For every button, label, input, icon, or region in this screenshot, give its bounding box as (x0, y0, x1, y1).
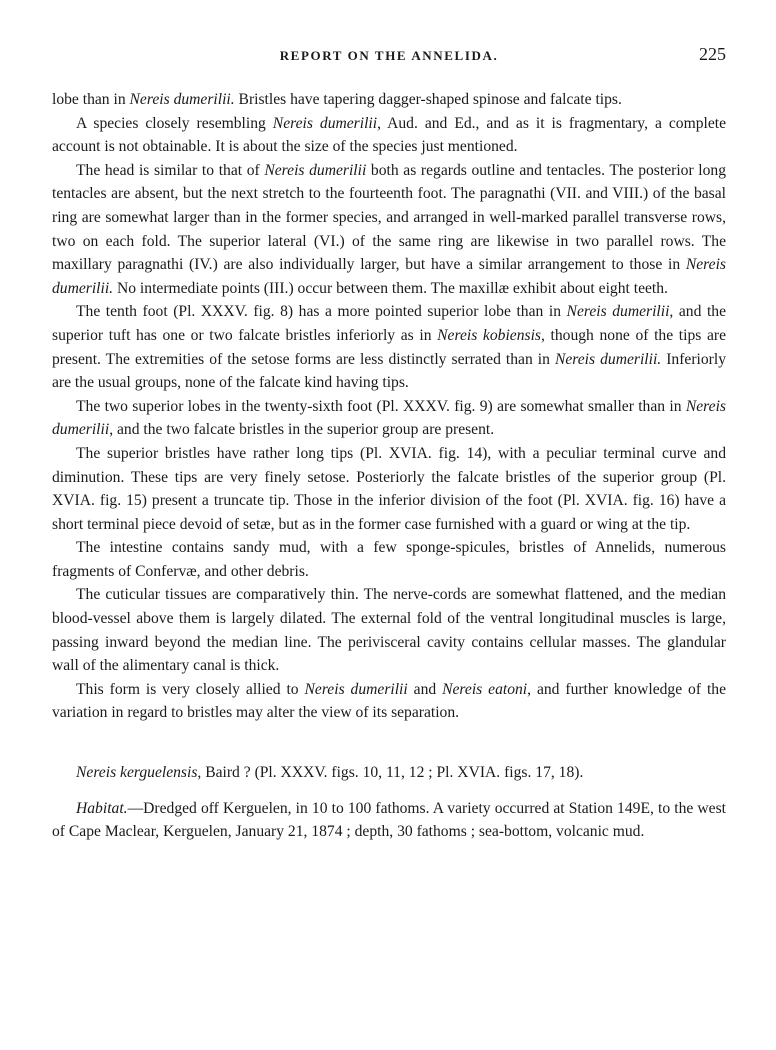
paragraph-1: lobe than in Nereis dumerilii. Bristles have tapering dagger-shaped spinose and falcate tips. (52, 91, 622, 108)
running-head (52, 44, 726, 68)
paragraph-7: The intestine contains sandy mud, with a few sponge-spicules, bristles of Annelids, numerous fragments of Confervæ, and other debris. (52, 539, 726, 580)
taxon-name: Nereis dumerilii. (129, 91, 235, 108)
paragraph-2: A species closely resembling Nereis dumerilii, Aud. and Ed., and as it is fragmentary, a complete account is not obtainable. It is about the size of the species just mentioned. (52, 114, 726, 156)
taxon-name: Nereis kobiensis (437, 326, 541, 344)
habitat-paragraph: Habitat.—Dredged off Kerguelen, in 10 to 100 fathoms. A variety occurred at Station 149E, to the west of Cape Maclear, Kerguelen, January 21, 1874 ; depth, 30 fathoms ; sea-bottom, volcanic mud. (52, 799, 726, 841)
section-gap (52, 725, 726, 761)
taxon-name: Nereis dumerilii. (52, 256, 726, 297)
page-number: 225 (699, 44, 726, 64)
taxon-name: Nereis dumerilii (52, 397, 726, 439)
taxon-name: Nereis eatoni (442, 680, 528, 698)
habitat-label: Habitat. (76, 799, 128, 817)
running-title: REPORT ON THE ANNELIDA. (279, 48, 499, 63)
taxon-name: Nereis dumerilii (264, 161, 367, 179)
body-text (52, 88, 726, 844)
paragraph-5: The two superior lobes in the twenty-sixth foot (Pl. XXXV. fig. 9) are somewhat smaller than in Nereis dumerilii, and the two falcate bristles in the superior group are present. (52, 397, 726, 439)
taxon-name: Nereis dumerilii. (554, 350, 662, 368)
species-heading: Nereis kerguelensis, Baird ? (Pl. XXXV. figs. 10, 11, 12 ; Pl. XVIA. figs. 17, 18). (76, 764, 584, 782)
taxon-name: Nereis dumerilii (566, 303, 670, 321)
paragraph-4: The tenth foot (Pl. XXXV. fig. 8) has a more pointed superior lobe than in Nereis dumerilii, and the superior tuft has one or two falcate bristles inferiorly as in Nereis kobiensis, though none of the tips are present. The extremities of the setose forms are less distinctly serrated than in Nereis dumerilii. Inferiorly are the usual groups, none of the falcate kind having tips. (52, 303, 726, 392)
paragraph-8: The cuticular tissues are comparatively thin. The nerve-cords are somewhat flattened, and the median blood-vessel above them is largely dilated. The external fold of the ventral longitudinal muscles is large, passing inward beyond the median line. The perivisceral cavity contains cellular masses. The glandular wall of the alimentary canal is thick. (52, 586, 726, 675)
taxon-name: Nereis dumerilii (272, 114, 378, 132)
paragraph-3: The head is similar to that of Nereis dumerilii both as regards outline and tentacles. The posterior long tentacles are absent, but the next stretch to the fourteenth foot. The paragnathi (VII. and VIII.) of the basal ring are somewhat larger than in the former species, and arranged in well-marked parallel transverse rows, two on each fold. The superior lateral (VI.) of the same ring are likewise in two parallel rows. The maxillary paragnathi (IV.) are also individually larger, but have a similar arrangement to those in Nereis dumerilii. No intermediate points (III.) occur between them. The maxillæ exhibit about eight teeth. (52, 161, 726, 297)
species-name: Nereis kerguelensis (76, 764, 198, 782)
paragraph-6: The superior bristles have rather long tips (Pl. XVIA. fig. 14), with a peculiar terminal curve and diminution. These tips are very finely setose. Posteriorly the falcate bristles of the superior group (Pl. XVIA. fig. 15) present a truncate tip. Those in the inferior division of the foot (Pl. XVIA. fig. 16) have a short terminal piece devoid of setæ, but as in the former case furnished with a guard or wing at the tip. (52, 444, 726, 533)
taxon-name: Nereis dumerilii (304, 680, 408, 698)
paragraph-9: This form is very closely allied to Nereis dumerilii and Nereis eatoni, and further knowledge of the variation in regard to bristles may alter the view of its separation. (52, 680, 727, 722)
